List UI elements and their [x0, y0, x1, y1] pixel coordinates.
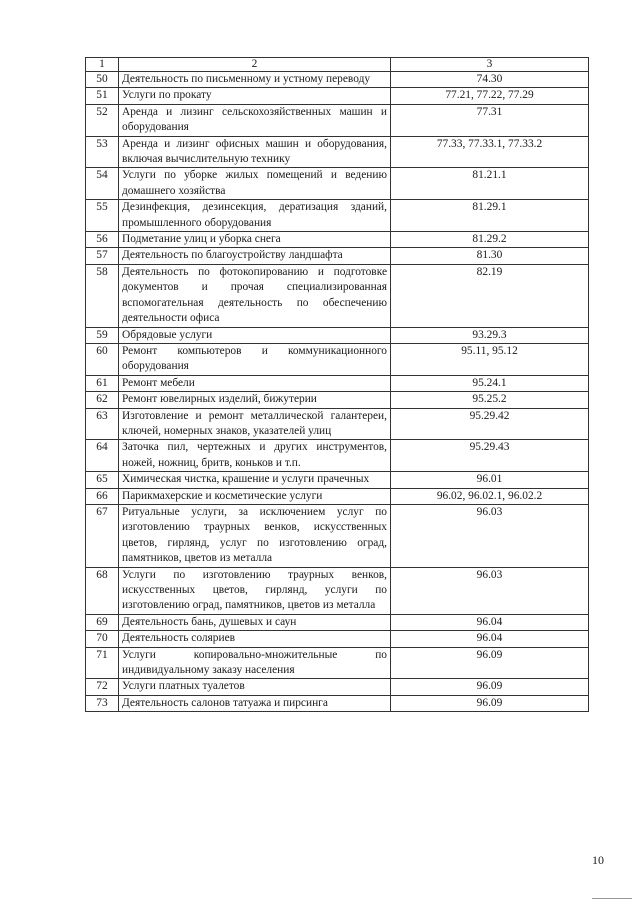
- okved-code: 82.19: [391, 264, 589, 327]
- row-number: 50: [86, 72, 119, 88]
- row-number: 70: [86, 631, 119, 647]
- activity-table: [85, 57, 589, 712]
- activity-name: Услуги платных туалетов: [119, 679, 391, 695]
- header-col-1: 1: [86, 58, 119, 72]
- row-number: 56: [86, 232, 119, 248]
- okved-code: 95.24.1: [391, 375, 589, 391]
- row-number: 69: [86, 614, 119, 630]
- page-number: 10: [592, 853, 604, 867]
- row-number: 71: [86, 647, 119, 679]
- activity-name: Услуги по уборке жилых помещений и ведению домашнего хозяйства: [119, 168, 391, 200]
- okved-code: 74.30: [391, 72, 589, 88]
- table-row: [86, 200, 589, 232]
- table-row: [86, 488, 589, 504]
- activity-name: Подметание улиц и уборка снега: [119, 232, 391, 248]
- okved-code: 96.09: [391, 695, 589, 711]
- activity-name: Дезинфекция, дезинсекция, дератизация зданий, промышленного оборудования: [119, 200, 391, 232]
- row-number: 63: [86, 408, 119, 440]
- activity-name: Химическая чистка, крашение и услуги прачечных: [119, 472, 391, 488]
- activity-name: Аренда и лизинг офисных машин и оборудования, включая вычислительную технику: [119, 136, 391, 168]
- row-number: 67: [86, 504, 119, 567]
- row-number: 64: [86, 440, 119, 472]
- table-row: [86, 72, 589, 88]
- activity-name: Парикмахерские и косметические услуги: [119, 488, 391, 504]
- okved-code: 77.31: [391, 104, 589, 136]
- activity-name: Ремонт мебели: [119, 375, 391, 391]
- okved-code: 95.29.42: [391, 408, 589, 440]
- table-row: [86, 679, 589, 695]
- table-row: [86, 88, 589, 104]
- row-number: 72: [86, 679, 119, 695]
- activity-name: Деятельность соляриев: [119, 631, 391, 647]
- table-row: [86, 504, 589, 567]
- activity-table-body: [86, 58, 589, 712]
- table-row: [86, 136, 589, 168]
- okved-code: 96.03: [391, 567, 589, 614]
- row-number: 68: [86, 567, 119, 614]
- activity-name: Деятельность по благоустройству ландшафта: [119, 248, 391, 264]
- activity-name: Изготовление и ремонт металлической галантереи, ключей, номерных знаков, указателей улиц: [119, 408, 391, 440]
- okved-code: 81.29.1: [391, 200, 589, 232]
- row-number: 54: [86, 168, 119, 200]
- okved-code: 95.11, 95.12: [391, 343, 589, 375]
- table-row: [86, 248, 589, 264]
- okved-code: 81.29.2: [391, 232, 589, 248]
- row-number: 57: [86, 248, 119, 264]
- okved-code: 81.21.1: [391, 168, 589, 200]
- table-row: [86, 168, 589, 200]
- row-number: 62: [86, 392, 119, 408]
- activity-name: Услуги по прокату: [119, 88, 391, 104]
- header-col-2: 2: [119, 58, 391, 72]
- table-row: [86, 567, 589, 614]
- row-number: 59: [86, 327, 119, 343]
- row-number: 73: [86, 695, 119, 711]
- okved-code: 96.03: [391, 504, 589, 567]
- row-number: 51: [86, 88, 119, 104]
- row-number: 66: [86, 488, 119, 504]
- row-number: 58: [86, 264, 119, 327]
- table-row: [86, 440, 589, 472]
- row-number: 61: [86, 375, 119, 391]
- table-row: [86, 392, 589, 408]
- activity-name: Услуги копировально-множительные по индивидуальному заказу населения: [119, 647, 391, 679]
- okved-code: 81.30: [391, 248, 589, 264]
- table-row: [86, 104, 589, 136]
- activity-name: Заточка пил, чертежных и других инструментов, ножей, ножниц, бритв, коньков и т.п.: [119, 440, 391, 472]
- table-header-row: [86, 58, 589, 72]
- table-row: [86, 375, 589, 391]
- table-row: [86, 327, 589, 343]
- okved-code: 96.04: [391, 614, 589, 630]
- activity-name: Деятельность бань, душевых и саун: [119, 614, 391, 630]
- activity-name: Деятельность по фотокопированию и подготовке документов и прочая специализированная вспомогательная деятельность по обеспечению деятельности офиса: [119, 264, 391, 327]
- activity-name: Услуги по изготовлению траурных венков, искусственных цветов, гирлянд, услуги по изготовлению оград, памятников, цветов из металла: [119, 567, 391, 614]
- okved-code: 77.21, 77.22, 77.29: [391, 88, 589, 104]
- table-row: [86, 408, 589, 440]
- row-number: 60: [86, 343, 119, 375]
- row-number: 53: [86, 136, 119, 168]
- table-row: [86, 614, 589, 630]
- activity-name: Ритуальные услуги, за исключением услуг по изготовлению траурных венков, искусственных цветов, гирлянд, услуг по изготовлению оград, памятников, цветов из металла: [119, 504, 391, 567]
- activity-name: Ремонт ювелирных изделий, бижутерии: [119, 392, 391, 408]
- okved-code: 95.25.2: [391, 392, 589, 408]
- okved-code: 96.02, 96.02.1, 96.02.2: [391, 488, 589, 504]
- activity-name: Деятельность по письменному и устному переводу: [119, 72, 391, 88]
- activity-name: Обрядовые услуги: [119, 327, 391, 343]
- table-row: [86, 232, 589, 248]
- row-number: 55: [86, 200, 119, 232]
- activity-name: Аренда и лизинг сельскохозяйственных машин и оборудования: [119, 104, 391, 136]
- okved-code: 93.29.3: [391, 327, 589, 343]
- table-row: [86, 631, 589, 647]
- table-row: [86, 264, 589, 327]
- okved-code: 96.09: [391, 647, 589, 679]
- header-col-3: 3: [391, 58, 589, 72]
- footer-rule: [592, 898, 632, 899]
- okved-code: 96.04: [391, 631, 589, 647]
- okved-code: 96.09: [391, 679, 589, 695]
- okved-code: 77.33, 77.33.1, 77.33.2: [391, 136, 589, 168]
- table-row: [86, 343, 589, 375]
- table-row: [86, 647, 589, 679]
- activity-name: Деятельность салонов татуажа и пирсинга: [119, 695, 391, 711]
- okved-code: 96.01: [391, 472, 589, 488]
- table-row: [86, 695, 589, 711]
- okved-code: 95.29.43: [391, 440, 589, 472]
- row-number: 52: [86, 104, 119, 136]
- activity-name: Ремонт компьютеров и коммуникационного оборудования: [119, 343, 391, 375]
- table-row: [86, 472, 589, 488]
- row-number: 65: [86, 472, 119, 488]
